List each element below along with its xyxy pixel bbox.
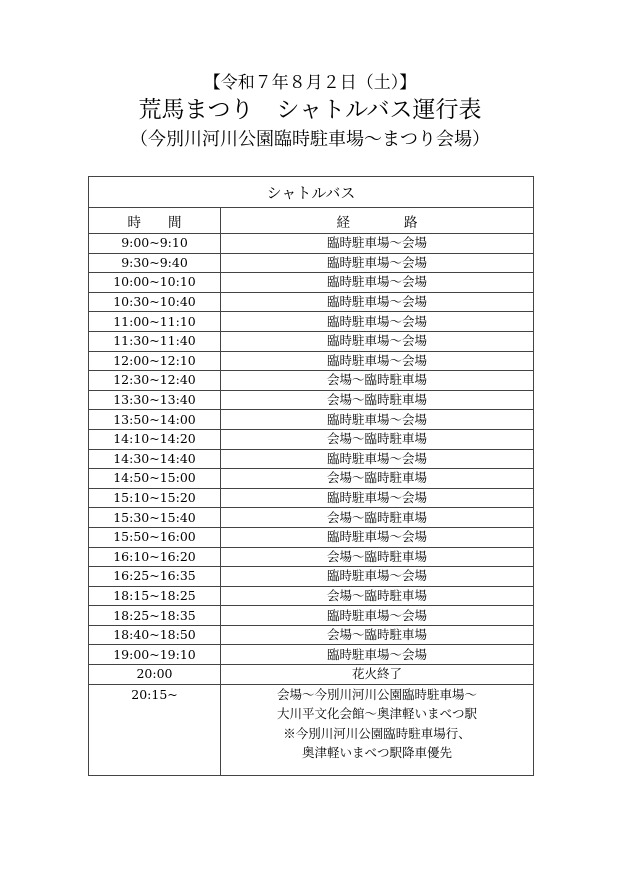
table-row xyxy=(89,449,534,469)
table-header-row xyxy=(89,208,534,234)
route-cell: 会場〜臨時駐車場 xyxy=(221,508,534,528)
route-cell: 会場〜臨時駐車場 xyxy=(221,371,534,391)
route-cell: 臨時駐車場〜会場 xyxy=(221,331,534,351)
route-cell: 臨時駐車場〜会場 xyxy=(221,234,534,254)
departure-time-cell: 15:50~16:00 xyxy=(89,527,221,547)
route-cell: 臨時駐車場〜会場 xyxy=(221,527,534,547)
table-row xyxy=(89,410,534,430)
table-row xyxy=(89,606,534,626)
table-row xyxy=(89,292,534,312)
departure-time-cell: 18:25~18:35 xyxy=(89,606,221,626)
route-cell: 会場〜臨時駐車場 xyxy=(221,586,534,606)
route-cell: 臨時駐車場〜会場 xyxy=(221,351,534,371)
table-row xyxy=(89,371,534,391)
departure-time-cell: 11:00~11:10 xyxy=(89,312,221,332)
departure-time-cell: 16:10~16:20 xyxy=(89,547,221,567)
table-row xyxy=(89,547,534,567)
route-cell: 臨時駐車場〜会場 xyxy=(221,410,534,430)
route-cell: 花火終了 xyxy=(221,665,534,685)
route-cell: 会場〜臨時駐車場 xyxy=(221,625,534,645)
route-note-cell xyxy=(221,684,534,775)
table-row xyxy=(89,488,534,508)
departure-time-cell: 20:00 xyxy=(89,665,221,685)
route-note-line: 大川平文化会館〜奥津軽いまべつ駅 xyxy=(276,706,477,722)
route-cell: 臨時駐車場〜会場 xyxy=(221,645,534,665)
table-row xyxy=(89,645,534,665)
table-title: シャトルバス xyxy=(89,177,534,208)
table-row xyxy=(89,273,534,293)
table-row xyxy=(89,567,534,587)
route-cell: 臨時駐車場〜会場 xyxy=(221,273,534,293)
route-cell: 会場〜臨時駐車場 xyxy=(221,390,534,410)
table-title-row xyxy=(89,177,534,208)
route-note-line: ※今別川河川公園臨時駐車場行、 xyxy=(283,725,471,741)
route-cell: 会場〜臨時駐車場 xyxy=(221,469,534,489)
departure-time-cell: 19:00~19:10 xyxy=(89,645,221,665)
route-cell: 臨時駐車場〜会場 xyxy=(221,312,534,332)
route-cell: 臨時駐車場〜会場 xyxy=(221,253,534,273)
route-cell: 臨時駐車場〜会場 xyxy=(221,449,534,469)
table-row xyxy=(89,429,534,449)
departure-time-cell: 10:00~10:10 xyxy=(89,273,221,293)
route-cell: 臨時駐車場〜会場 xyxy=(221,488,534,508)
table-row xyxy=(89,234,534,254)
departure-time-cell: 12:00~12:10 xyxy=(89,351,221,371)
departure-time-cell: 20:15~ xyxy=(89,684,221,775)
shuttle-schedule-table xyxy=(88,176,534,776)
route-cell: 臨時駐車場〜会場 xyxy=(221,567,534,587)
departure-time-cell: 14:10~14:20 xyxy=(89,429,221,449)
departure-time-cell: 15:30~15:40 xyxy=(89,508,221,528)
route-cell: 会場〜臨時駐車場 xyxy=(221,429,534,449)
departure-time-cell: 9:30~9:40 xyxy=(89,253,221,273)
table-row xyxy=(89,625,534,645)
departure-time-cell: 10:30~10:40 xyxy=(89,292,221,312)
table-row xyxy=(89,312,534,332)
page-title: 荒馬まつり シャトルバス運行表 xyxy=(138,97,482,123)
departure-time-cell: 13:30~13:40 xyxy=(89,390,221,410)
table-row xyxy=(89,469,534,489)
table-row-final xyxy=(89,684,534,775)
departure-time-cell: 14:50~15:00 xyxy=(89,469,221,489)
route-note-line: 会場〜今別川河川公園臨時駐車場〜 xyxy=(276,686,477,702)
column-header-time: 時 間 xyxy=(89,208,221,234)
page-subtitle: （今別川河川公園臨時駐車場〜まつり会場） xyxy=(130,129,490,150)
departure-time-cell: 12:30~12:40 xyxy=(89,371,221,391)
table-row xyxy=(89,508,534,528)
departure-time-cell: 11:30~11:40 xyxy=(89,331,221,351)
departure-time-cell: 14:30~14:40 xyxy=(89,449,221,469)
departure-time-cell: 18:15~18:25 xyxy=(89,586,221,606)
table-row xyxy=(89,527,534,547)
table-row xyxy=(89,390,534,410)
column-header-route: 経 路 xyxy=(221,208,534,234)
departure-time-cell: 16:25~16:35 xyxy=(89,567,221,587)
route-note-line: 奥津軽いまべつ駅降車優先 xyxy=(301,745,452,761)
route-cell: 会場〜臨時駐車場 xyxy=(221,547,534,567)
schedule-date: 【令和７年８月２日（土）】 xyxy=(203,73,417,93)
departure-time-cell: 9:00~9:10 xyxy=(89,234,221,254)
table-row xyxy=(89,351,534,371)
table-row xyxy=(89,665,534,685)
route-cell: 臨時駐車場〜会場 xyxy=(221,606,534,626)
route-cell: 臨時駐車場〜会場 xyxy=(221,292,534,312)
departure-time-cell: 13:50~14:00 xyxy=(89,410,221,430)
departure-time-cell: 15:10~15:20 xyxy=(89,488,221,508)
table-row xyxy=(89,253,534,273)
departure-time-cell: 18:40~18:50 xyxy=(89,625,221,645)
table-row xyxy=(89,331,534,351)
table-row xyxy=(89,586,534,606)
